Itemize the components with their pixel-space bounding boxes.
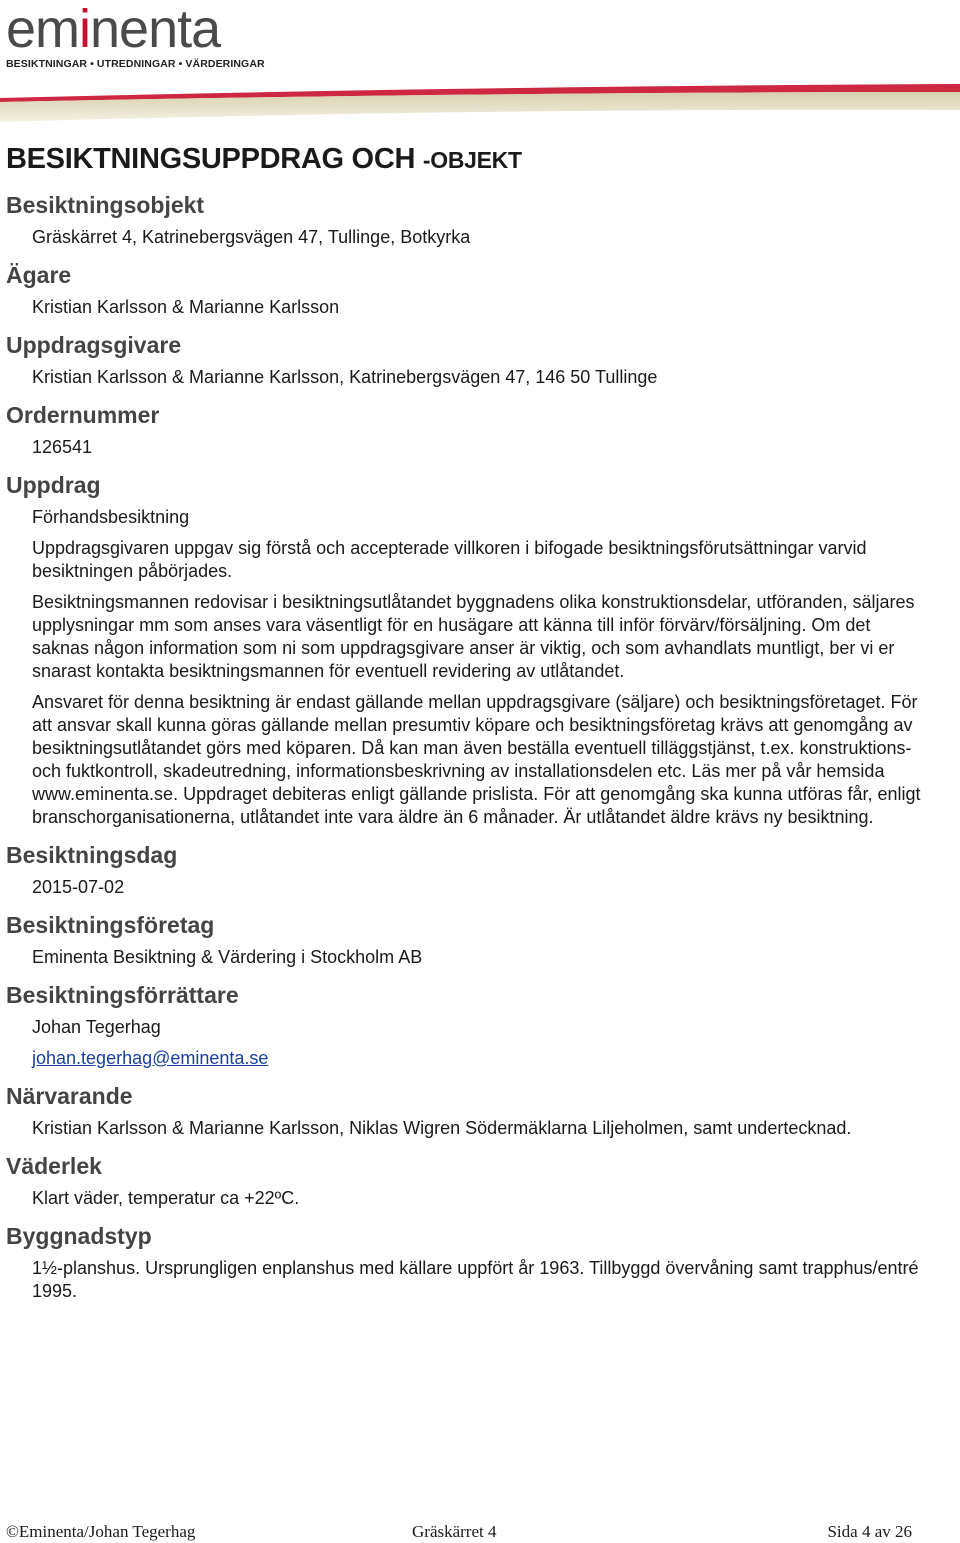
value-besiktningsobjekt: Gräskärret 4, Katrinebergsvägen 47, Tullinge, Botkyrka xyxy=(32,227,471,247)
footer-object: Gräskärret 4 xyxy=(412,1522,497,1541)
value-ordernummer: 126541 xyxy=(32,437,93,457)
forrattare-email-row xyxy=(32,1047,922,1070)
value-forrattare-name: Johan Tegerhag xyxy=(32,1017,161,1037)
page-title: BESIKTNINGSUPPDRAG OCH -OBJEKT xyxy=(6,143,522,175)
value-agare: Kristian Karlsson & Marianne Karlsson xyxy=(32,297,340,317)
uppdrag-paragraph-2: Besiktningsmannen redovisar i besiktningsutlåtandet byggnadens olika konstruktionsdelar, utföranden, säljares upplysningar mm som anses vara väsentligt för en husägare att känna till inför förvärv/försäljning. Om det saknas någon information som ni som uppdragsgivare anser är viktig, och som avhandlats muntligt, ber vi er snarast kontakta besiktningsmannen för eventuell revidering av utlåtandet. xyxy=(32,592,915,681)
heading-besiktningsdag: Besiktningsdag xyxy=(6,842,178,868)
heading-besiktningsforrattare: Besiktningsförrättare xyxy=(6,982,239,1008)
heading-byggnadstyp: Byggnadstyp xyxy=(6,1223,152,1249)
heading-agare: Ägare xyxy=(6,262,72,288)
uppdrag-paragraph-3: Ansvaret för denna besiktning är endast gällande mellan uppdragsgivare (säljare) och besiktningsföretaget. För att ansvar skall kunna göras gällande mellan presumtiv köpare och besiktningsföretag krävs att genomgång av besiktningsutlåtandet görs med köparen. Då kan man även beställa eventuell tilläggstjänst, t.ex. konstruktions- och fuktkontroll, skadeutredning, informationsbeskrivning av installationsdelen etc. Läs mer på vår hemsida www.eminenta.se. Uppdraget debiteras enligt gällande prislista. För att genomgång ska kunna utföras får, enligt branschorganisationerna, utlåtandet inte vara äldre än 6 månader. Är utlåtandet äldre krävs ny besiktning. xyxy=(32,692,921,827)
value-besiktningsdag: 2015-07-02 xyxy=(32,877,125,897)
heading-vaderlek: Väderlek xyxy=(6,1153,102,1179)
value-uppdrag: Förhandsbesiktning xyxy=(32,507,190,527)
report-content xyxy=(0,190,960,1314)
company-logo xyxy=(6,2,265,70)
heading-besiktningsforetag: Besiktningsföretag xyxy=(6,912,215,938)
footer-page-number: Sida 4 av 26 xyxy=(827,1522,912,1541)
uppdrag-paragraph-1: Uppdragsgivaren uppgav sig förstå och accepterade villkoren i bifogade besiktningsförutsättningar varvid besiktningen påbörjades. xyxy=(32,538,867,581)
header-banner xyxy=(0,80,960,128)
value-uppdragsgivare: Kristian Karlsson & Marianne Karlsson, Katrinebergsvägen 47, 146 50 Tullinge xyxy=(32,367,658,387)
heading-narvarande: Närvarande xyxy=(6,1083,133,1109)
heading-uppdrag: Uppdrag xyxy=(6,472,101,498)
heading-besiktningsobjekt: Besiktningsobjekt xyxy=(6,192,205,218)
email-link[interactable]: johan.tegerhag@eminenta.se xyxy=(32,1048,269,1068)
heading-ordernummer: Ordernummer xyxy=(6,402,160,428)
footer-copyright: ©Eminenta/Johan Tegerhag xyxy=(6,1522,196,1541)
logo-tagline: BESIKTNINGAR • UTREDNINGAR • VÄRDERINGAR xyxy=(6,58,265,70)
heading-uppdragsgivare: Uppdragsgivare xyxy=(6,332,182,358)
value-besiktningsforetag: Eminenta Besiktning & Värdering i Stockholm AB xyxy=(32,947,423,967)
value-byggnadstyp: 1½-planshus. Ursprungligen enplanshus med källare uppfört år 1963. Tillbyggd övervåning samt trapphus/entré 1995. xyxy=(32,1258,919,1301)
value-narvarande: Kristian Karlsson & Marianne Karlsson, Niklas Wigren Södermäklarna Liljeholmen, samt undertecknad. xyxy=(32,1118,852,1138)
value-vaderlek: Klart väder, temperatur ca +22ºC. xyxy=(32,1188,300,1208)
logo-wordmark: eminenta xyxy=(6,0,221,59)
